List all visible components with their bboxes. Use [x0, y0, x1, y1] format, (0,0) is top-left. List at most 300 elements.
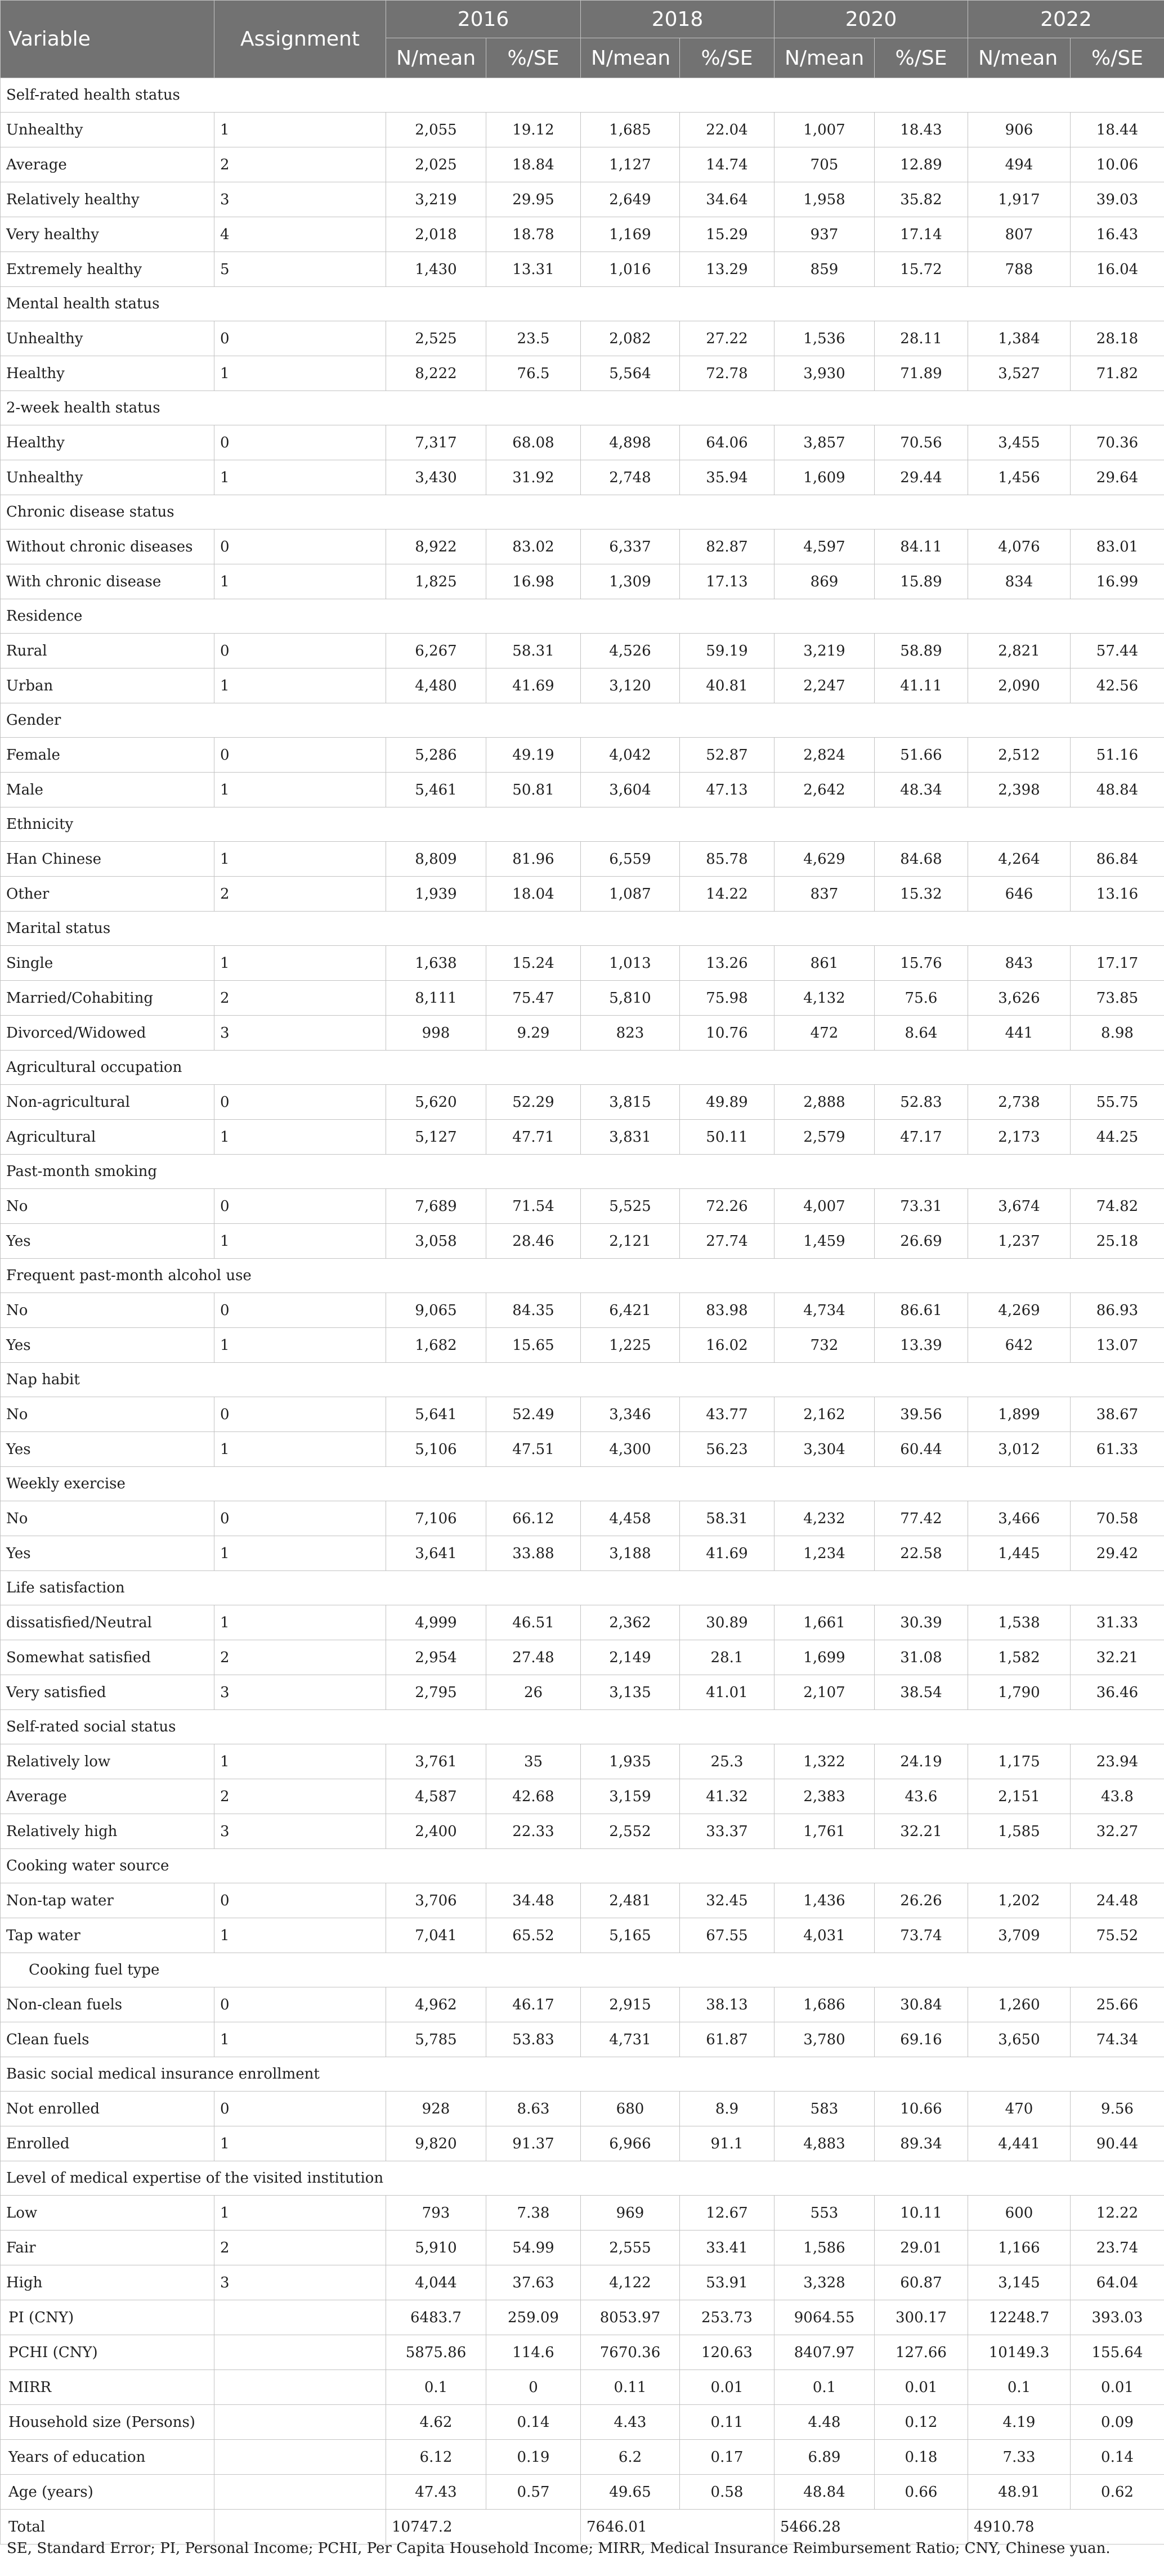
table-header	[1, 1, 1164, 78]
row-value: 600	[968, 2196, 1071, 2231]
row-label: MIRR	[1, 2370, 214, 2405]
row-value: 84.35	[486, 1293, 581, 1328]
row-assignment: 2	[214, 2231, 386, 2265]
row-value: 0.14	[486, 2405, 581, 2440]
row-label: Healthy	[1, 356, 214, 391]
row-assignment: 0	[214, 529, 386, 564]
group-title: Chronic disease status	[1, 495, 1164, 529]
row-value: 2,525	[386, 321, 486, 356]
table-row	[1, 1918, 1164, 1953]
row-value: 48.84	[1071, 773, 1164, 807]
row-value: 0	[486, 2370, 581, 2405]
row-value: 39.56	[875, 1397, 968, 1432]
group-row	[1, 495, 1164, 529]
row-value: 2,954	[386, 1640, 486, 1675]
row-value: 36.46	[1071, 1675, 1164, 1710]
row-assignment: 1	[214, 1120, 386, 1155]
row-value: 4.62	[386, 2405, 486, 2440]
header-pctse: %/SE	[680, 38, 774, 78]
row-value: 1,459	[774, 1224, 875, 1259]
row-value: 5,620	[386, 1085, 486, 1120]
row-value: 4,076	[968, 529, 1071, 564]
group-row	[1, 2057, 1164, 2092]
table-row	[1, 2335, 1164, 2370]
row-value: 1,661	[774, 1605, 875, 1640]
row-value: 34.64	[680, 182, 774, 217]
row-value: 91.37	[486, 2126, 581, 2161]
row-assignment: 1	[214, 1536, 386, 1571]
row-value: 4,122	[581, 2265, 680, 2300]
row-value: 4,883	[774, 2126, 875, 2161]
row-value: 0.58	[680, 2475, 774, 2510]
row-value: 9064.55	[774, 2300, 875, 2335]
row-value: 2,173	[968, 1120, 1071, 1155]
row-value: 52.29	[486, 1085, 581, 1120]
row-value: 6483.7	[386, 2300, 486, 2335]
row-value: 73.31	[875, 1189, 968, 1224]
row-value: 155.64	[1071, 2335, 1164, 2370]
row-value: 66.12	[486, 1501, 581, 1536]
table-row	[1, 1987, 1164, 2022]
row-value: 29.64	[1071, 460, 1164, 495]
row-value: 35.82	[875, 182, 968, 217]
table-row	[1, 460, 1164, 495]
row-value: 8407.97	[774, 2335, 875, 2370]
row-value: 18.04	[486, 877, 581, 912]
row-value: 3,188	[581, 1536, 680, 1571]
row-value: 0.09	[1071, 2405, 1164, 2440]
row-value: 6.89	[774, 2440, 875, 2475]
row-value: 82.87	[680, 529, 774, 564]
row-value: 2,151	[968, 1779, 1071, 1814]
table-row	[1, 321, 1164, 356]
row-label: Somewhat satisfied	[1, 1640, 214, 1675]
row-value: 680	[581, 2092, 680, 2126]
row-assignment: 2	[214, 147, 386, 182]
total-value: 4910.78	[968, 2510, 1164, 2544]
row-label: dissatisfied/Neutral	[1, 1605, 214, 1640]
row-value: 6.12	[386, 2440, 486, 2475]
row-assignment: 1	[214, 1328, 386, 1363]
row-value: 2,915	[581, 1987, 680, 2022]
row-value: 0.01	[875, 2370, 968, 2405]
row-value: 3,219	[774, 634, 875, 668]
row-value: 3,012	[968, 1432, 1071, 1467]
row-value: 8,222	[386, 356, 486, 391]
row-value: 3,857	[774, 425, 875, 460]
row-value: 30.84	[875, 1987, 968, 2022]
row-assignment: 1	[214, 1605, 386, 1640]
group-title: Mental health status	[1, 287, 1164, 321]
group-title: Frequent past-month alcohol use	[1, 1259, 1164, 1293]
row-value: 2,247	[774, 668, 875, 703]
row-value: 2,025	[386, 147, 486, 182]
row-label: No	[1, 1293, 214, 1328]
row-value: 3,709	[968, 1918, 1071, 1953]
row-value: 3,159	[581, 1779, 680, 1814]
row-value: 3,455	[968, 425, 1071, 460]
row-value: 2,512	[968, 738, 1071, 773]
table-row	[1, 2196, 1164, 2231]
row-value: 1,175	[968, 1744, 1071, 1779]
row-value: 6,421	[581, 1293, 680, 1328]
row-assignment: 0	[214, 1987, 386, 2022]
row-value: 823	[581, 1016, 680, 1051]
row-value: 46.17	[486, 1987, 581, 2022]
group-title: Self-rated health status	[1, 78, 1164, 113]
row-value: 81.96	[486, 842, 581, 877]
row-value: 837	[774, 877, 875, 912]
row-value: 7670.36	[581, 2335, 680, 2370]
row-value: 10.11	[875, 2196, 968, 2231]
row-label: Relatively healthy	[1, 182, 214, 217]
row-value: 17.14	[875, 217, 968, 252]
row-value: 5,525	[581, 1189, 680, 1224]
row-value: 15.76	[875, 946, 968, 981]
row-value: 13.16	[1071, 877, 1164, 912]
row-value: 55.75	[1071, 1085, 1164, 1120]
row-value: 393.03	[1071, 2300, 1164, 2335]
row-value: 8053.97	[581, 2300, 680, 2335]
row-label: Without chronic diseases	[1, 529, 214, 564]
row-value: 38.67	[1071, 1397, 1164, 1432]
row-value: 49.89	[680, 1085, 774, 1120]
row-value: 75.52	[1071, 1918, 1164, 1953]
row-value: 3,430	[386, 460, 486, 495]
row-assignment: 3	[214, 1675, 386, 1710]
table-row	[1, 2405, 1164, 2440]
table-row	[1, 1016, 1164, 1051]
total-label: Total	[1, 2510, 214, 2544]
row-value: 0.17	[680, 2440, 774, 2475]
row-value: 2,090	[968, 668, 1071, 703]
table-row	[1, 564, 1164, 599]
group-title: Cooking water source	[1, 1849, 1164, 1883]
row-value: 12.67	[680, 2196, 774, 2231]
table-row	[1, 1814, 1164, 1849]
row-value: 25.18	[1071, 1224, 1164, 1259]
row-value: 16.99	[1071, 564, 1164, 599]
row-label: Rural	[1, 634, 214, 668]
row-assignment: 3	[214, 1814, 386, 1849]
row-value: 4,999	[386, 1605, 486, 1640]
row-value: 49.65	[581, 2475, 680, 2510]
total-row	[1, 2510, 1164, 2544]
total-value: 5466.28	[774, 2510, 968, 2544]
row-value: 39.03	[1071, 182, 1164, 217]
row-value: 8,809	[386, 842, 486, 877]
row-value: 75.47	[486, 981, 581, 1016]
row-value: 1,169	[581, 217, 680, 252]
row-value: 1,825	[386, 564, 486, 599]
row-value: 47.17	[875, 1120, 968, 1155]
group-row	[1, 1849, 1164, 1883]
row-label: Married/Cohabiting	[1, 981, 214, 1016]
row-assignment: 0	[214, 425, 386, 460]
row-value: 8.64	[875, 1016, 968, 1051]
row-value: 5,165	[581, 1918, 680, 1953]
footnote: SE, Standard Error; PI, Personal Income; PCHI, Per Capita Household Income; MIRR, Medical Insurance Reimbursement Ratio; CNY, Chinese yuan.	[7, 2540, 1111, 2557]
row-value: 1,939	[386, 877, 486, 912]
row-value: 4,962	[386, 1987, 486, 2022]
row-value: 646	[968, 877, 1071, 912]
group-row	[1, 1363, 1164, 1397]
row-value: 5,564	[581, 356, 680, 391]
table-row	[1, 1536, 1164, 1571]
row-label: Low	[1, 2196, 214, 2231]
table-row	[1, 1224, 1164, 1259]
row-assignment: 1	[214, 946, 386, 981]
group-title: Ethnicity	[1, 807, 1164, 842]
table-row	[1, 668, 1164, 703]
row-value: 0.14	[1071, 2440, 1164, 2475]
row-value: 2,821	[968, 634, 1071, 668]
row-value: 17.13	[680, 564, 774, 599]
row-value: 37.63	[486, 2265, 581, 2300]
row-value: 8.63	[486, 2092, 581, 2126]
row-assignment: 1	[214, 2022, 386, 2057]
row-value: 61.87	[680, 2022, 774, 2057]
row-value: 1,430	[386, 252, 486, 287]
row-value: 4,526	[581, 634, 680, 668]
row-value: 17.17	[1071, 946, 1164, 981]
row-value: 0.57	[486, 2475, 581, 2510]
row-value: 3,930	[774, 356, 875, 391]
table-row	[1, 356, 1164, 391]
row-assignment: 1	[214, 113, 386, 147]
table-row	[1, 946, 1164, 981]
row-assignment: 1	[214, 1918, 386, 1953]
row-value: 18.44	[1071, 113, 1164, 147]
row-value: 937	[774, 217, 875, 252]
row-label: Average	[1, 147, 214, 182]
row-value: 1,087	[581, 877, 680, 912]
row-value: 13.26	[680, 946, 774, 981]
row-value: 13.39	[875, 1328, 968, 1363]
row-label: With chronic disease	[1, 564, 214, 599]
row-value: 2,552	[581, 1814, 680, 1849]
row-value: 1,260	[968, 1987, 1071, 2022]
row-value: 15.32	[875, 877, 968, 912]
row-value: 41.32	[680, 1779, 774, 1814]
row-value: 4,269	[968, 1293, 1071, 1328]
row-value: 4,044	[386, 2265, 486, 2300]
row-assignment: 1	[214, 668, 386, 703]
row-value: 9,820	[386, 2126, 486, 2161]
group-title: Weekly exercise	[1, 1467, 1164, 1501]
row-value: 4,597	[774, 529, 875, 564]
row-value: 53.83	[486, 2022, 581, 2057]
row-value: 8.9	[680, 2092, 774, 2126]
row-value: 33.41	[680, 2231, 774, 2265]
row-value: 54.99	[486, 2231, 581, 2265]
row-value: 86.61	[875, 1293, 968, 1328]
row-assignment	[214, 2440, 386, 2475]
row-value: 6,267	[386, 634, 486, 668]
header-nmean: N/mean	[581, 38, 680, 78]
row-value: 8,922	[386, 529, 486, 564]
table-row	[1, 738, 1164, 773]
row-value: 16.02	[680, 1328, 774, 1363]
row-value: 5,106	[386, 1432, 486, 1467]
row-label: Fair	[1, 2231, 214, 2265]
table-body	[1, 78, 1164, 2544]
row-value: 3,674	[968, 1189, 1071, 1224]
group-title: Gender	[1, 703, 1164, 738]
row-value: 3,706	[386, 1883, 486, 1918]
row-value: 41.01	[680, 1675, 774, 1710]
row-value: 16.98	[486, 564, 581, 599]
row-value: 1,761	[774, 1814, 875, 1849]
row-value: 3,328	[774, 2265, 875, 2300]
row-value: 9.29	[486, 1016, 581, 1051]
row-value: 47.71	[486, 1120, 581, 1155]
table-row	[1, 1189, 1164, 1224]
group-row	[1, 391, 1164, 425]
row-value: 4.48	[774, 2405, 875, 2440]
row-value: 4,300	[581, 1432, 680, 1467]
row-assignment: 1	[214, 2126, 386, 2161]
total-value: 7646.01	[581, 2510, 774, 2544]
row-value: 90.44	[1071, 2126, 1164, 2161]
group-row	[1, 78, 1164, 113]
row-value: 553	[774, 2196, 875, 2231]
row-value: 71.89	[875, 356, 968, 391]
row-assignment: 3	[214, 182, 386, 217]
row-value: 583	[774, 2092, 875, 2126]
row-label: PI (CNY)	[1, 2300, 214, 2335]
row-value: 5,461	[386, 773, 486, 807]
row-value: 70.36	[1071, 425, 1164, 460]
group-title: Life satisfaction	[1, 1571, 1164, 1605]
row-value: 0.19	[486, 2440, 581, 2475]
row-value: 0.62	[1071, 2475, 1164, 2510]
row-assignment	[214, 2510, 386, 2544]
row-value: 1,384	[968, 321, 1071, 356]
row-value: 4,587	[386, 1779, 486, 1814]
row-value: 8,111	[386, 981, 486, 1016]
group-title: Marital status	[1, 912, 1164, 946]
row-value: 58.89	[875, 634, 968, 668]
header-variable: Variable	[1, 1, 214, 78]
row-value: 48.84	[774, 2475, 875, 2510]
table-row	[1, 1085, 1164, 1120]
row-value: 23.94	[1071, 1744, 1164, 1779]
row-value: 2,481	[581, 1883, 680, 1918]
row-value: 906	[968, 113, 1071, 147]
row-value: 4.19	[968, 2405, 1071, 2440]
row-value: 5,785	[386, 2022, 486, 2057]
row-value: 1,682	[386, 1328, 486, 1363]
row-label: No	[1, 1189, 214, 1224]
row-value: 47.13	[680, 773, 774, 807]
row-value: 3,831	[581, 1120, 680, 1155]
row-value: 29.01	[875, 2231, 968, 2265]
row-value: 7,106	[386, 1501, 486, 1536]
row-value: 29.44	[875, 460, 968, 495]
row-value: 127.66	[875, 2335, 968, 2370]
group-row	[1, 1953, 1164, 1987]
row-value: 41.69	[486, 668, 581, 703]
row-value: 253.73	[680, 2300, 774, 2335]
row-value: 28.11	[875, 321, 968, 356]
row-label: Agricultural	[1, 1120, 214, 1155]
row-value: 58.31	[680, 1501, 774, 1536]
row-assignment: 2	[214, 1640, 386, 1675]
row-value: 60.44	[875, 1432, 968, 1467]
row-value: 67.55	[680, 1918, 774, 1953]
row-value: 83.98	[680, 1293, 774, 1328]
row-value: 3,058	[386, 1224, 486, 1259]
row-value: 1,322	[774, 1744, 875, 1779]
row-value: 83.02	[486, 529, 581, 564]
group-row	[1, 807, 1164, 842]
row-label: Yes	[1, 1536, 214, 1571]
header-year-2020: 2020	[774, 1, 968, 38]
row-value: 14.22	[680, 877, 774, 912]
group-row	[1, 1467, 1164, 1501]
row-label: Not enrolled	[1, 2092, 214, 2126]
row-value: 43.6	[875, 1779, 968, 1814]
row-value: 22.33	[486, 1814, 581, 1849]
group-title: Cooking fuel type	[1, 1953, 1164, 1987]
row-value: 84.68	[875, 842, 968, 877]
row-value: 0.11	[581, 2370, 680, 2405]
row-label: Female	[1, 738, 214, 773]
row-value: 0.1	[386, 2370, 486, 2405]
row-value: 834	[968, 564, 1071, 599]
row-value: 1,685	[581, 113, 680, 147]
row-value: 1,309	[581, 564, 680, 599]
row-value: 928	[386, 2092, 486, 2126]
row-assignment: 1	[214, 460, 386, 495]
row-assignment: 1	[214, 564, 386, 599]
total-value: 10747.2	[386, 2510, 581, 2544]
row-value: 1,586	[774, 2231, 875, 2265]
row-value: 70.56	[875, 425, 968, 460]
table-row	[1, 217, 1164, 252]
row-assignment: 1	[214, 1432, 386, 1467]
row-assignment: 0	[214, 1501, 386, 1536]
row-value: 7.33	[968, 2440, 1071, 2475]
row-label: Unhealthy	[1, 321, 214, 356]
row-assignment: 0	[214, 738, 386, 773]
row-value: 31.08	[875, 1640, 968, 1675]
row-value: 4,042	[581, 738, 680, 773]
header-nmean: N/mean	[968, 38, 1071, 78]
table-row	[1, 1675, 1164, 1710]
table-row	[1, 2475, 1164, 2510]
row-value: 4,264	[968, 842, 1071, 877]
row-value: 15.72	[875, 252, 968, 287]
row-value: 1,899	[968, 1397, 1071, 1432]
row-value: 3,761	[386, 1744, 486, 1779]
row-value: 72.26	[680, 1189, 774, 1224]
row-value: 32.21	[1071, 1640, 1164, 1675]
row-value: 18.84	[486, 147, 581, 182]
row-value: 1,585	[968, 1814, 1071, 1849]
table-row	[1, 529, 1164, 564]
row-value: 1,917	[968, 182, 1071, 217]
row-value: 73.85	[1071, 981, 1164, 1016]
table-row	[1, 2022, 1164, 2057]
row-value: 6.2	[581, 2440, 680, 2475]
row-value: 3,626	[968, 981, 1071, 1016]
row-value: 15.89	[875, 564, 968, 599]
group-title: Past-month smoking	[1, 1155, 1164, 1189]
row-value: 69.16	[875, 2022, 968, 2057]
row-value: 64.06	[680, 425, 774, 460]
